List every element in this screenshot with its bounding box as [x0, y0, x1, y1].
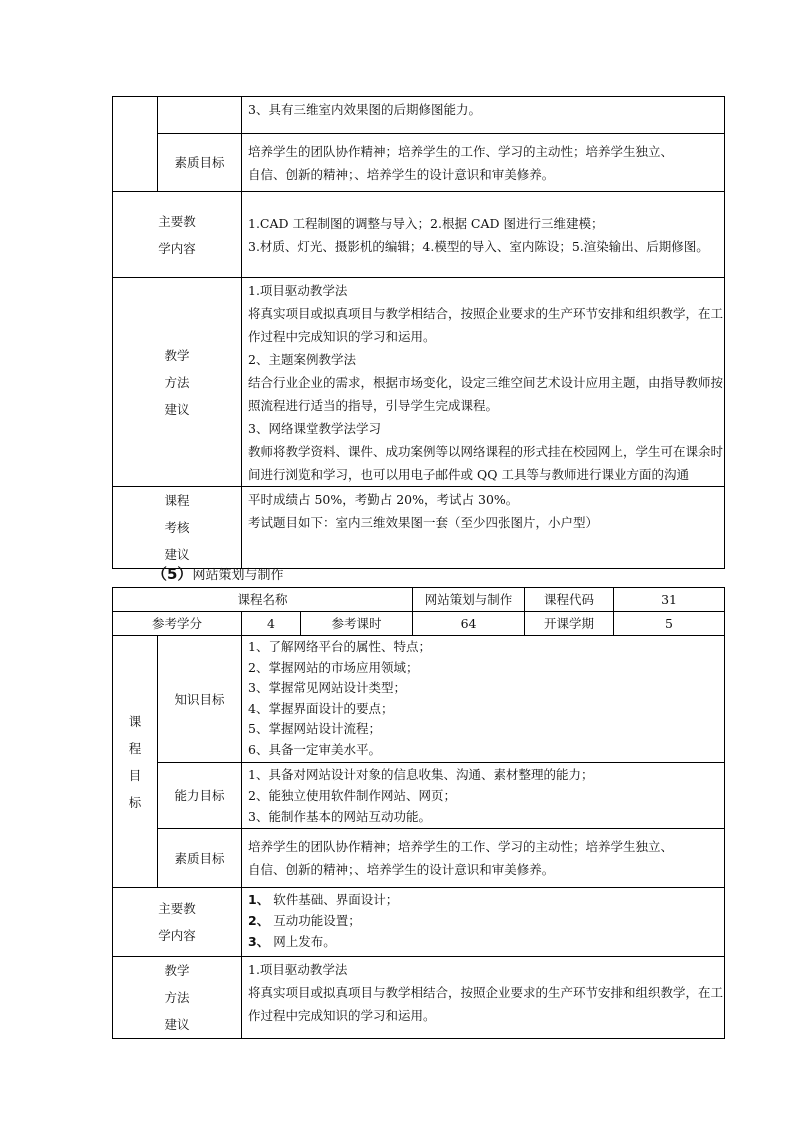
goal-label-cell	[113, 97, 158, 192]
table-row	[113, 612, 725, 636]
table-row	[113, 278, 725, 487]
table-row	[113, 134, 725, 192]
method-line: 作过程中完成知识的学习和运用。	[248, 329, 436, 344]
goal-label-char: 程	[128, 740, 142, 756]
method-line: 将真实项目或拟真项目与教学相结合，按照企业要求的生产环节安排和组织教学，在工	[248, 985, 724, 1000]
goal-label	[113, 636, 158, 888]
course-code-label: 课程代码	[525, 588, 614, 612]
table-row	[113, 636, 725, 763]
section-number: （5）	[152, 565, 193, 583]
method-line: 1.项目驱动教学法	[248, 283, 348, 298]
method-label	[113, 278, 242, 487]
content-label-line: 主要教	[158, 901, 196, 916]
knowledge-goal-cell	[242, 636, 725, 763]
ability-goal-line: 2、能独立使用软件制作网站、网页；	[248, 788, 456, 803]
method-line: 3、网络课堂教学法学习	[248, 421, 381, 436]
quality-goal-line: 自信、创新的精神；、培养学生的设计意识和审美修养。	[248, 166, 555, 182]
table-row	[113, 763, 725, 829]
assessment-label-line: 考核	[164, 520, 190, 535]
method-label-line: 教学	[164, 347, 190, 363]
content-line: 3.材质、灯光、摄影机的编辑；4.模型的导入、室内陈设；5.渲染输出、后期修图。	[248, 238, 709, 254]
method-label-line: 方法	[164, 990, 190, 1005]
semester-label: 开课学期	[525, 612, 614, 636]
knowledge-goal-label: 知识目标	[158, 636, 242, 763]
quality-goal-line: 培养学生的团队协作精神；培养学生的工作、学习的主动性；培养学生独立、	[248, 143, 674, 159]
course-info-grid	[112, 587, 725, 636]
table-row	[113, 97, 725, 134]
ability-goal-cell	[242, 97, 725, 134]
course-table-3d	[112, 96, 725, 569]
assessment-cell	[242, 487, 725, 569]
assessment-label	[113, 487, 242, 569]
content-cell	[242, 888, 725, 957]
ability-goal-line: 3、能制作基本的网站互动功能。	[248, 809, 431, 824]
content-item	[248, 889, 718, 910]
hours-value: 64	[413, 612, 525, 636]
knowledge-goal-line: 5、掌握网站设计流程；	[248, 721, 381, 736]
course-goals-table	[112, 635, 725, 1039]
section-title: 网站策划与制作	[192, 568, 284, 583]
course-name-value: 网站策划与制作	[413, 588, 525, 612]
content-item-text: 互动功能设置；	[273, 913, 361, 928]
table-row	[113, 888, 725, 957]
method-cell	[242, 957, 725, 1039]
content-item-number: 1、	[248, 892, 270, 907]
content-item-text: 软件基础、界面设计；	[273, 892, 399, 907]
course-code-value: 31	[614, 588, 725, 612]
semester-value: 5	[614, 612, 725, 636]
table-row	[113, 487, 725, 569]
ability-goal-line: 1、具备对网站设计对象的信息收集、沟通、素材整理的能力；	[248, 767, 594, 782]
goal-label-char: 目	[128, 767, 142, 783]
quality-goal-line: 自信、创新的精神；、培养学生的设计意识和审美修养。	[248, 862, 555, 877]
credit-label: 参考学分	[113, 612, 242, 636]
method-line: 将真实项目或拟真项目与教学相结合，按照企业要求的生产环节安排和组织教学，在工	[248, 306, 724, 321]
content-cell	[242, 192, 725, 278]
knowledge-goal-line: 3、掌握常见网站设计类型；	[248, 680, 406, 695]
ability-goal-cell	[242, 763, 725, 829]
method-line: 2、主题案例教学法	[248, 352, 356, 367]
goal-label-char: 课	[128, 713, 142, 729]
quality-goal-cell	[242, 134, 725, 192]
assessment-label-line: 建议	[164, 547, 190, 562]
method-line: 教师将教学资料、课件、成功案例等以网络课程的形式挂在校园网上，学生可在课余时	[248, 444, 724, 459]
method-line: 1.项目驱动教学法	[248, 962, 348, 977]
table-row	[113, 957, 725, 1039]
credit-value: 4	[242, 612, 301, 636]
quality-goal-line: 培养学生的团队协作精神；培养学生的工作、学习的主动性；培养学生独立、	[248, 839, 674, 854]
content-item-number: 3、	[248, 934, 270, 949]
table-row	[113, 829, 725, 888]
ability-goal-line: 3、具有三维室内效果图的后期修图能力。	[248, 102, 481, 117]
knowledge-goal-line: 4、掌握界面设计的要点；	[248, 700, 394, 716]
method-line: 照流程进行适当的指导，引导学生完成课程。	[248, 398, 499, 413]
method-line: 结合行业企业的需求，根据市场变化，设定三维空间艺术设计应用主题，由指导教师按	[248, 375, 724, 390]
content-item	[248, 931, 718, 952]
assessment-line: 考试题目如下：室内三维效果图一套（至少四张图片，小户型）	[248, 515, 599, 530]
goal-label-char: 标	[128, 794, 142, 810]
content-item-number: 2、	[248, 913, 270, 928]
method-label-line: 建议	[164, 1017, 190, 1032]
table-row	[113, 588, 725, 612]
content-item-text: 网上发布。	[273, 934, 336, 949]
method-line: 间进行浏览和学习，也可以用电子邮件或 QQ 工具等与教师进行课业方面的沟通	[248, 467, 689, 482]
content-item	[248, 910, 718, 931]
content-label-line: 学内容	[158, 928, 196, 943]
assessment-line: 平时成绩占 50%，考勤占 20%，考试占 30%。	[248, 492, 519, 507]
table-row	[113, 192, 725, 278]
quality-goal-label: 素质目标	[158, 829, 242, 888]
quality-goal-cell	[242, 829, 725, 888]
quality-goal-label: 素质目标	[158, 134, 242, 192]
content-line: 1.CAD 工程制图的调整与导入；2.根据 CAD 图进行三维建模；	[248, 215, 604, 231]
course-name-label: 课程名称	[113, 588, 413, 612]
assessment-label-line: 课程	[164, 493, 190, 508]
hours-label: 参考课时	[301, 612, 413, 636]
method-label-line: 方法	[164, 374, 190, 390]
method-label-line: 教学	[164, 963, 190, 978]
method-cell	[242, 278, 725, 487]
content-label-line: 学内容	[158, 240, 196, 256]
knowledge-goal-line: 2、掌握网站的市场应用领域；	[248, 659, 419, 675]
method-label-line: 建议	[164, 401, 190, 417]
section-heading	[152, 563, 283, 587]
content-label	[113, 888, 242, 957]
knowledge-goal-line: 1、了解网络平台的属性、特点；	[248, 639, 431, 654]
content-label-line: 主要教	[158, 213, 196, 229]
ability-goal-label: 能力目标	[158, 763, 242, 829]
knowledge-goal-line: 6、具备一定审美水平。	[248, 741, 381, 757]
content-label	[113, 192, 242, 278]
method-line: 作过程中完成知识的学习和运用。	[248, 1008, 436, 1023]
ability-label-cell	[158, 97, 242, 134]
method-label	[113, 957, 242, 1039]
